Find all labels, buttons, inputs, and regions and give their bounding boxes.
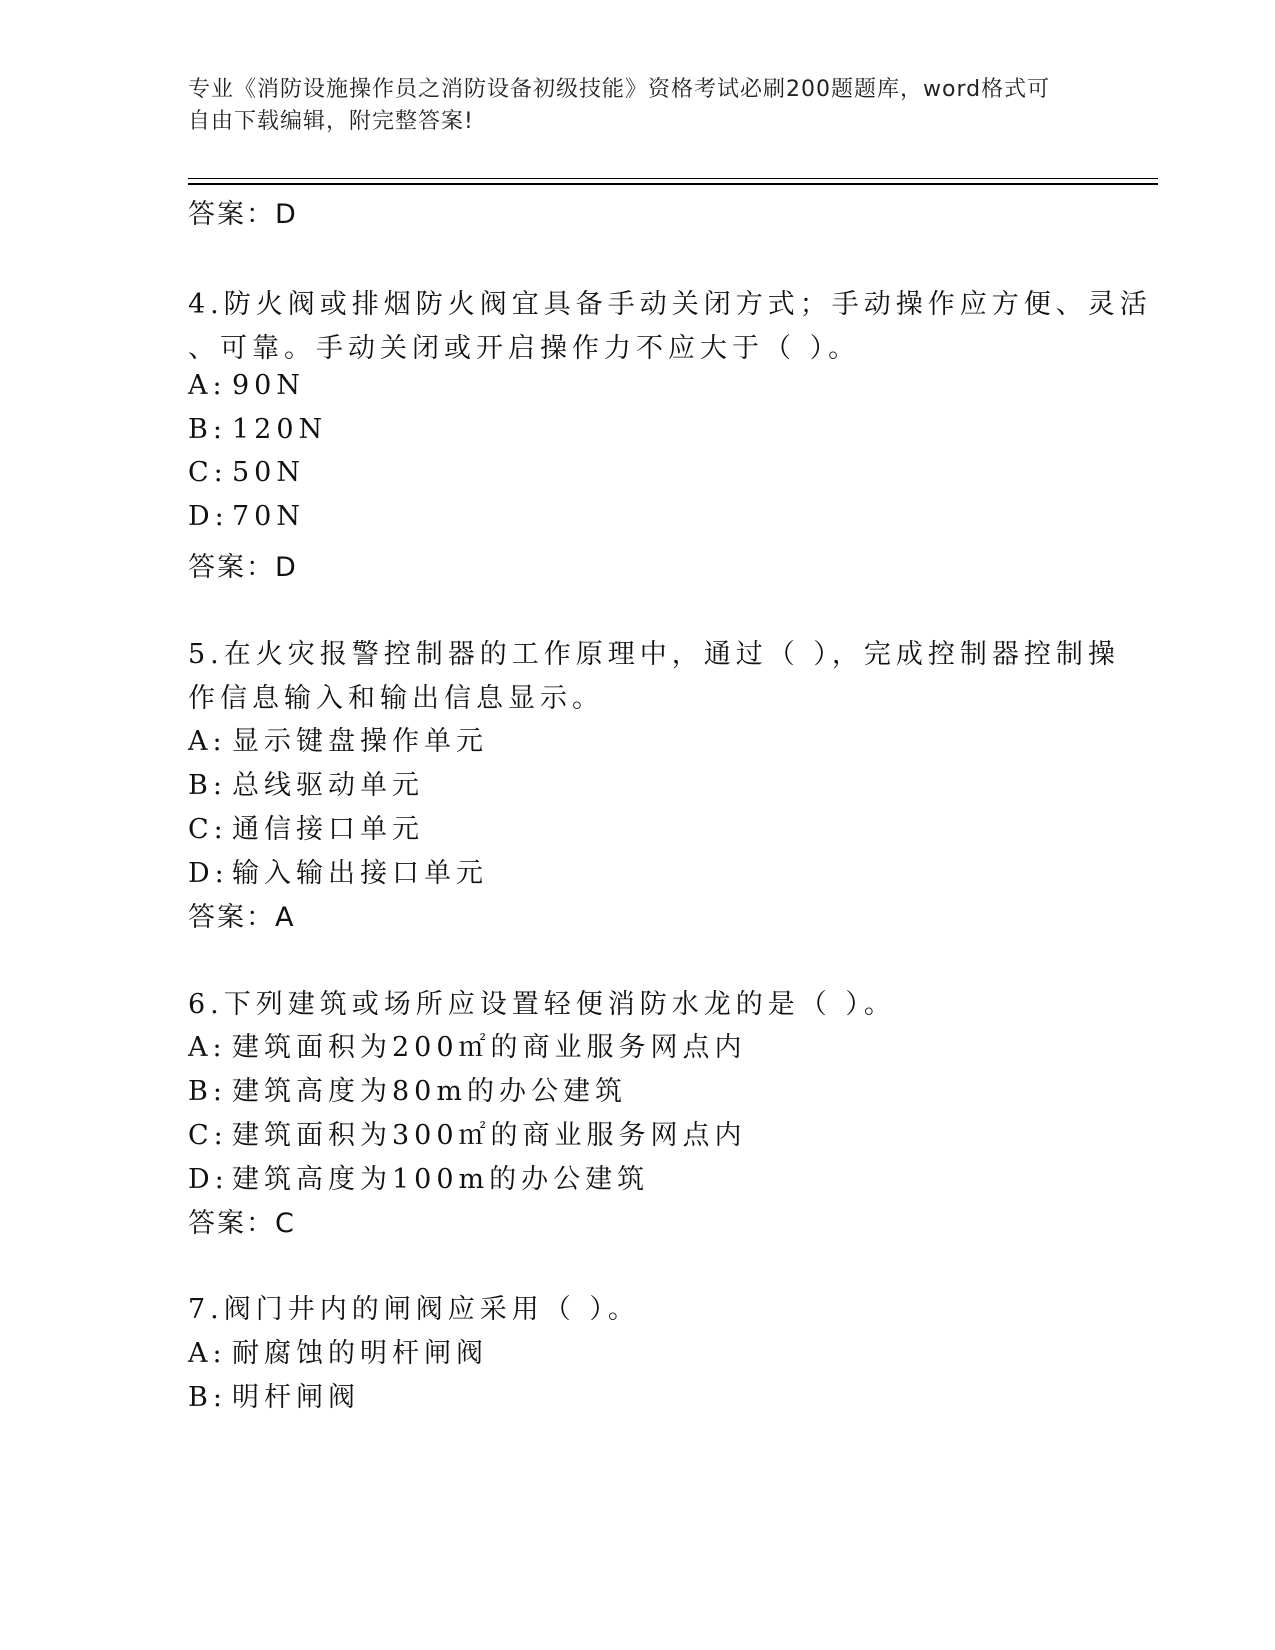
question-4-option-c bbox=[188, 457, 305, 488]
question-4-stem-line-1: 4.防火阀或排烟防火阀宜具备手动关闭方式；手动操作应方便、灵活 bbox=[188, 289, 1152, 320]
question-7-stem-line-1: 7.阀门井内的闸阀应采用（ ）。 bbox=[188, 1294, 640, 1325]
option-letter: B: bbox=[188, 414, 227, 445]
option-text: 建筑面积为300㎡的商业服务网点内 bbox=[232, 1120, 747, 1151]
question-4-answer: 答案：D bbox=[188, 552, 298, 583]
option-letter: B: bbox=[188, 770, 227, 801]
question-4-stem-line-2: 、可靠。手动关闭或开启操作力不应大于（ ）。 bbox=[188, 333, 861, 364]
question-6-option-c bbox=[188, 1113, 747, 1152]
option-text: 90N bbox=[232, 370, 305, 401]
option-text: 显示键盘操作单元 bbox=[232, 726, 488, 757]
question-5-stem-line-2: 作信息输入和输出信息显示。 bbox=[188, 683, 604, 714]
question-5-answer: 答案：A bbox=[188, 902, 296, 933]
question-5-option-c bbox=[188, 807, 424, 846]
question-7-option-b bbox=[188, 1375, 360, 1414]
header-divider-top bbox=[188, 178, 1158, 179]
question-6-option-a bbox=[188, 1025, 747, 1064]
option-letter: B: bbox=[188, 1076, 227, 1107]
question-5-stem-line-1: 5.在火灾报警控制器的工作原理中，通过（ ），完成控制器控制操 bbox=[188, 639, 1120, 670]
question-4-option-b bbox=[188, 414, 327, 445]
option-letter: C: bbox=[188, 457, 228, 488]
previous-answer: 答案：D bbox=[188, 199, 298, 230]
option-letter: C: bbox=[188, 814, 228, 845]
option-text: 输入输出接口单元 bbox=[232, 858, 488, 889]
question-5-option-b bbox=[188, 763, 424, 802]
question-6-option-b bbox=[188, 1069, 627, 1108]
option-text: 120N bbox=[232, 414, 328, 445]
option-text: 建筑面积为200㎡的商业服务网点内 bbox=[232, 1032, 747, 1063]
question-4-option-d bbox=[188, 501, 305, 532]
option-text: 明杆闸阀 bbox=[232, 1382, 360, 1413]
option-text: 总线驱动单元 bbox=[232, 770, 424, 801]
option-text: 耐腐蚀的明杆闸阀 bbox=[232, 1338, 488, 1369]
question-7-option-a bbox=[188, 1331, 488, 1370]
question-5-option-a bbox=[188, 719, 488, 758]
question-6-stem-line-1: 6.下列建筑或场所应设置轻便消防水龙的是（ ）。 bbox=[188, 989, 896, 1020]
option-text: 70N bbox=[232, 501, 305, 532]
option-letter: C: bbox=[188, 1120, 228, 1151]
question-5-option-d bbox=[188, 851, 488, 890]
option-letter: D: bbox=[188, 858, 229, 889]
document-header: 专业《消防设施操作员之消防设备初级技能》资格考试必刷200题题库，word格式可自由下载编辑，附完整答案! bbox=[188, 77, 1051, 134]
header-divider-bottom bbox=[188, 183, 1158, 185]
question-6-option-d bbox=[188, 1157, 649, 1196]
option-letter: A: bbox=[188, 370, 227, 401]
option-text: 建筑高度为80m的办公建筑 bbox=[232, 1076, 627, 1107]
option-text: 建筑高度为100m的办公建筑 bbox=[232, 1164, 650, 1195]
option-letter: A: bbox=[188, 1338, 227, 1369]
question-4-option-a bbox=[188, 370, 305, 401]
option-letter: D: bbox=[188, 1164, 229, 1195]
option-letter: D: bbox=[188, 501, 229, 532]
question-6-answer: 答案：C bbox=[188, 1208, 296, 1239]
option-letter: A: bbox=[188, 1032, 227, 1063]
option-text: 通信接口单元 bbox=[232, 814, 424, 845]
option-letter: A: bbox=[188, 726, 227, 757]
option-text: 50N bbox=[232, 457, 305, 488]
option-letter: B: bbox=[188, 1382, 227, 1413]
